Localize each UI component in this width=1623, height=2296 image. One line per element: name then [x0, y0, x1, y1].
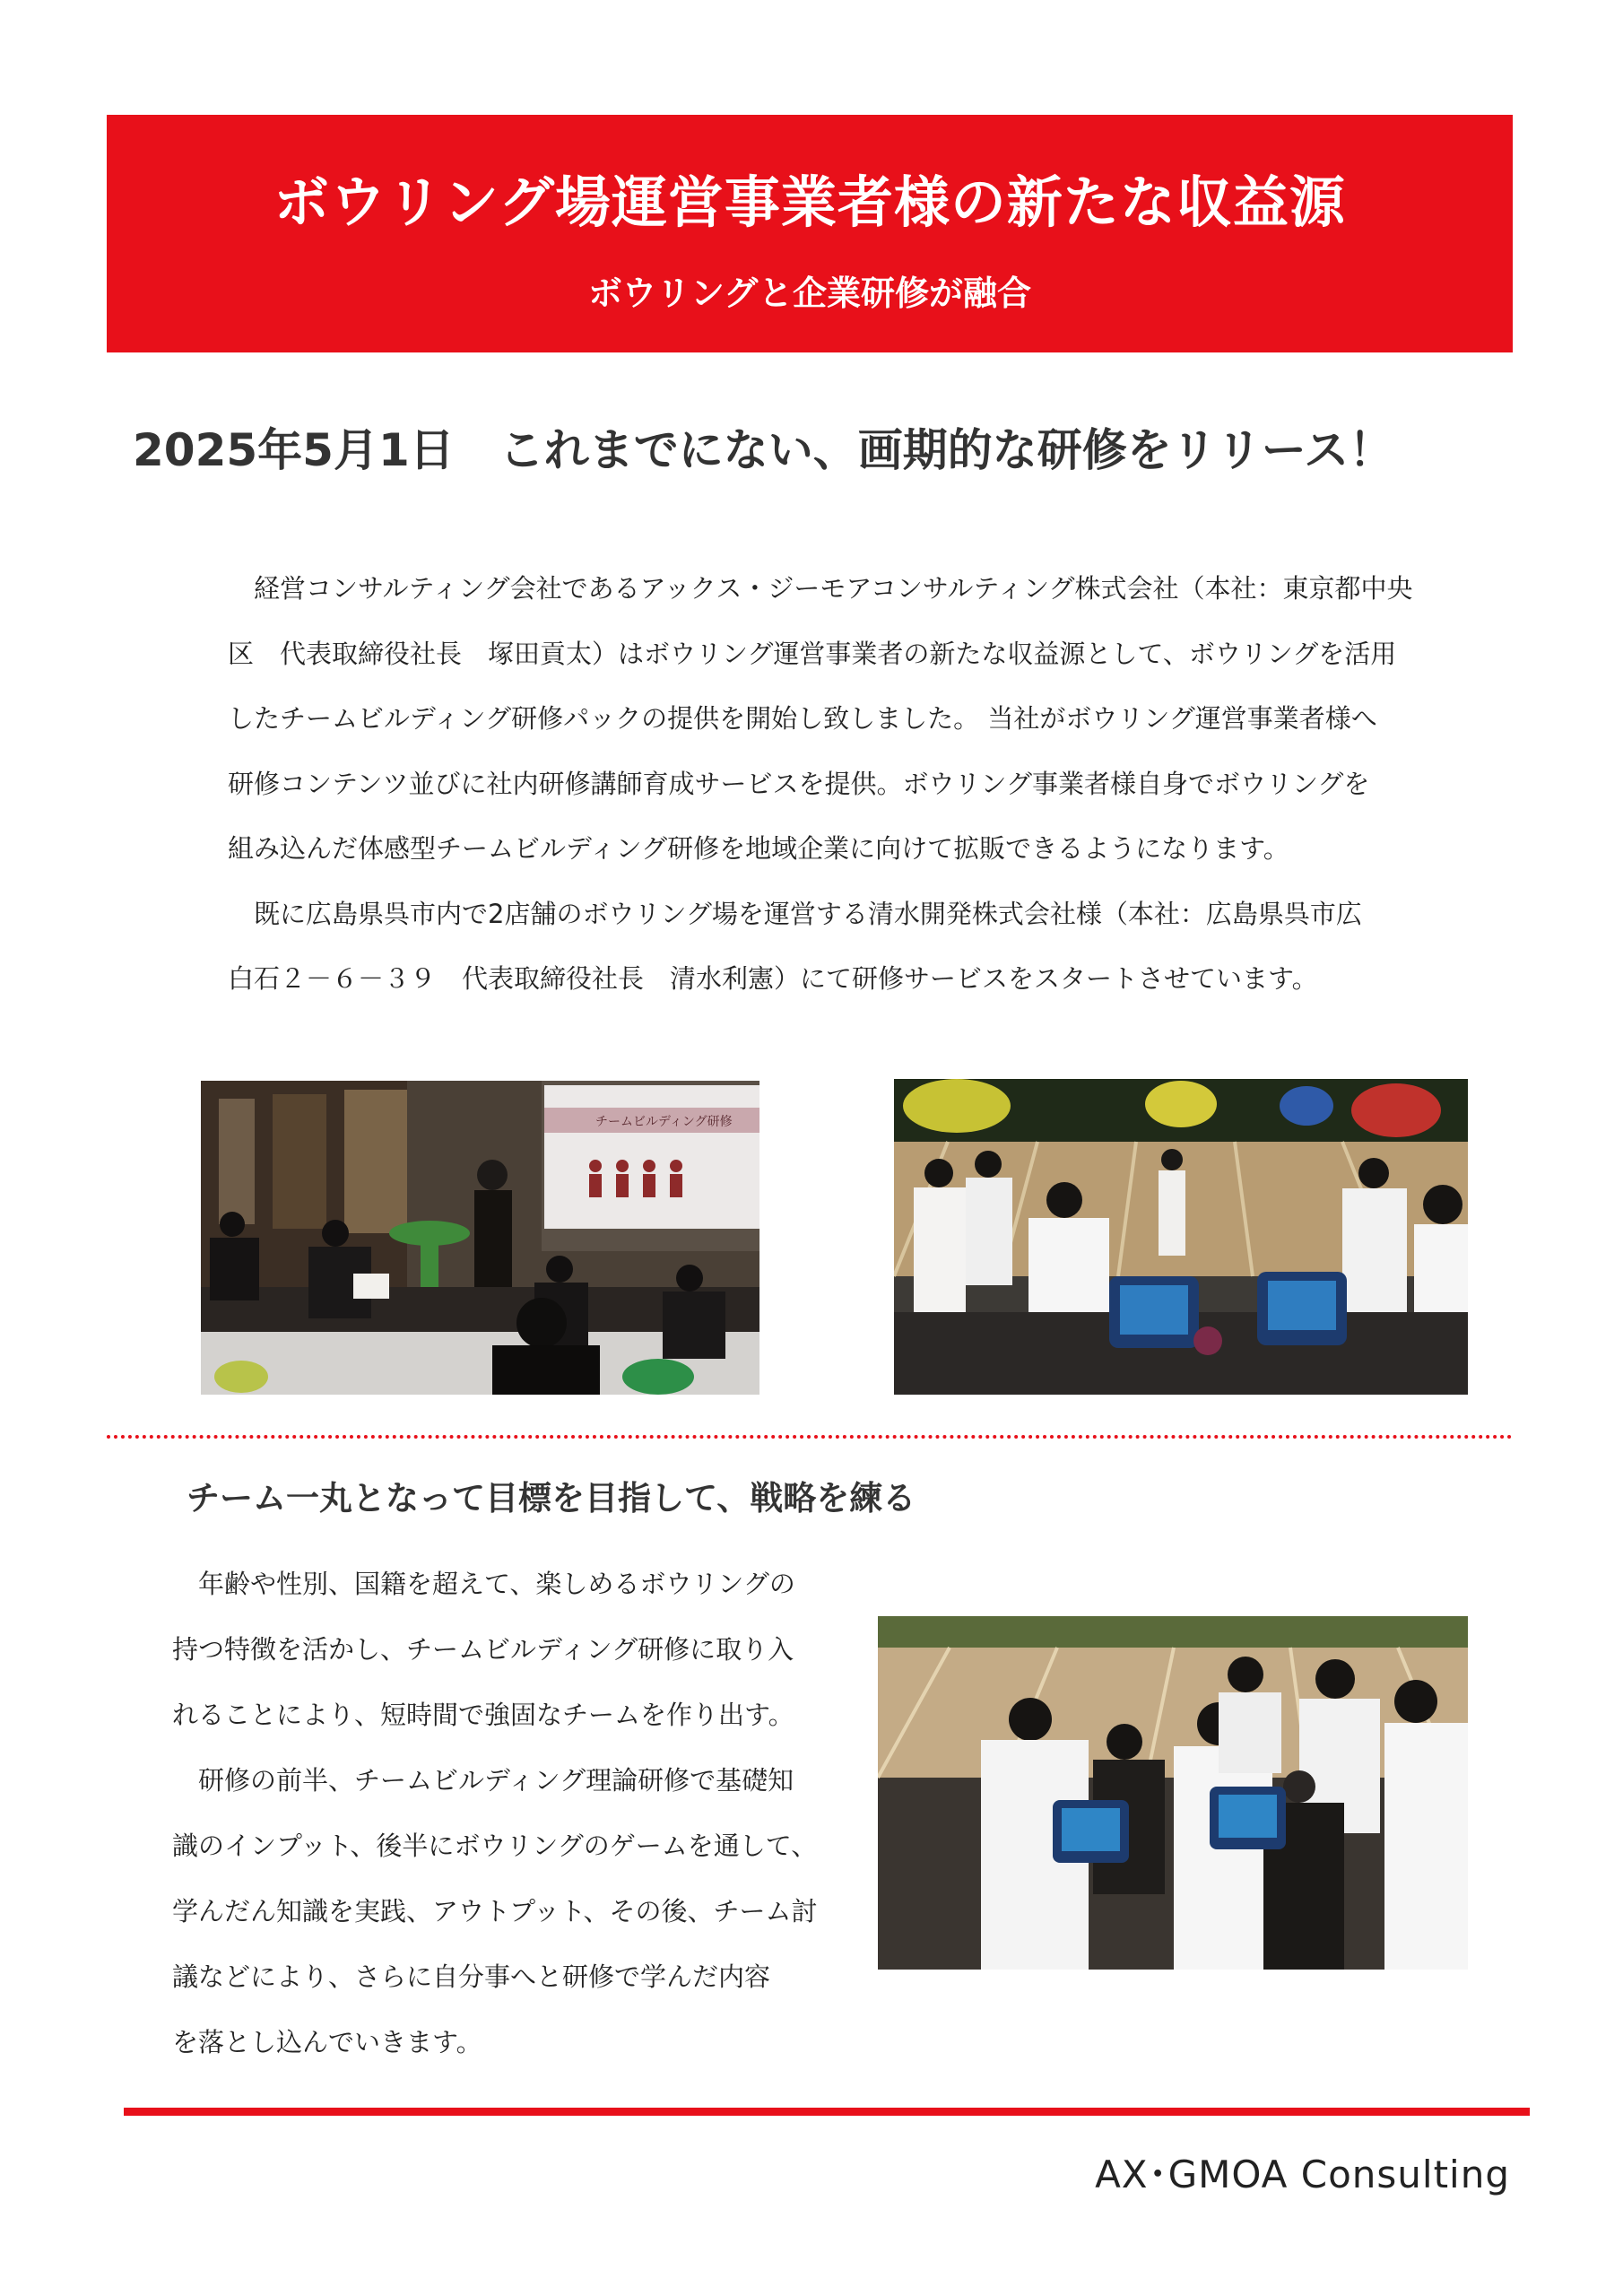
page-subtitle: ボウリングと企業研修が融合 — [587, 274, 1031, 313]
intro-paragraph — [228, 556, 1411, 1012]
section-paragraph — [172, 1552, 818, 2075]
company-brand: AX･GMOA Consulting — [1095, 2152, 1510, 2196]
section-line: れることにより、短時間で強固なチームを作り出す。 — [172, 1700, 794, 1730]
seminar-photo — [201, 1081, 759, 1395]
section-line: 識のインプット、後半にボウリングのゲームを通して、 — [172, 1831, 818, 1861]
section-divider — [107, 1435, 1513, 1439]
section-line: 学んだん知識を実践、アウトプット、その後、チーム討 — [172, 1896, 818, 1926]
slide-title-text: チームビルディング研修 — [595, 1115, 733, 1129]
bowling-lanes-photo — [894, 1079, 1468, 1395]
intro-line: 組み込んだ体感型チームビルディング研修を地域企業に向けて拡販できるようになります。 — [228, 833, 1289, 864]
intro-line: 区 代表取締役社長 塚田貢太）はボウリング運営事業者の新たな収益源として、ボウリングを活用 — [228, 638, 1397, 669]
intro-line: したチームビルディング研修パックの提供を開始し致しました。 当社がボウリング運営事業者様へ — [228, 703, 1377, 734]
title-banner — [107, 115, 1513, 352]
section-heading: チーム一丸となって目標を目指して、戦略を練る — [187, 1479, 916, 1518]
section-line: 議などにより、さらに自分事へと研修で学んだ内容 — [172, 1961, 771, 1992]
team-discussion-photo — [878, 1616, 1468, 1970]
release-headline: 2025年5月1日 これまでにない、画期的な研修をリリース！ — [133, 424, 1394, 476]
section-line: を落とし込んでいきます。 — [172, 2027, 482, 2057]
page-title: ボウリング場運営事業者様の新たな収益源 — [273, 170, 1346, 235]
section-line: 研修の前半、チームビルディング理論研修で基礎知 — [172, 1765, 794, 1796]
intro-line: 経営コンサルティング会社であるアックス・ジーモアコンサルティング株式会社（本社：東京都中央 — [228, 573, 1413, 604]
section-line: 持つ特徴を活かし、チームビルディング研修に取り入 — [172, 1634, 794, 1665]
intro-line: 既に広島県呉市内で2店舗のボウリング場を運営する清水開発株式会社様（本社：広島県呉市広 — [228, 898, 1362, 929]
footer-rule — [124, 2108, 1530, 2116]
intro-line: 研修コンテンツ並びに社内研修講師育成サービスを提供。ボウリング事業者様自身でボウリングを — [228, 768, 1370, 799]
section-line: 年齢や性別、国籍を超えて、楽しめるボウリングの — [172, 1569, 795, 1599]
intro-line: 白石２－６－３９ 代表取締役社長 清水利憲）にて研修サービスをスタートさせています。 — [228, 963, 1318, 994]
